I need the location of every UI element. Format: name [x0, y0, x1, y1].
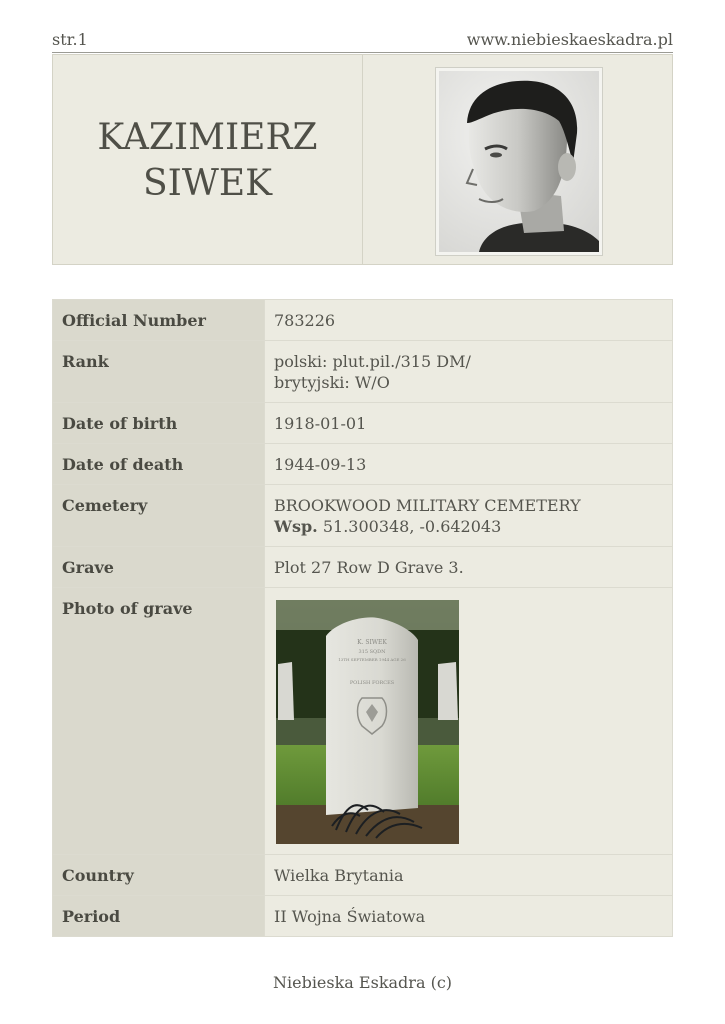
- footer-copyright: Niebieska Eskadra (c): [272, 973, 453, 992]
- cemetery-coordinates[interactable]: [274, 516, 663, 537]
- country-value: Wielka Brytania: [265, 855, 673, 896]
- coordinates-value: 51.300348, -0.642043: [322, 517, 502, 536]
- person-details-table: [52, 299, 673, 937]
- portrait-image: [439, 71, 599, 252]
- row-rank: [53, 341, 673, 403]
- headstone-name-text: K. SIWEK: [357, 639, 387, 646]
- header-divider: [362, 55, 363, 264]
- row-grave: [53, 547, 673, 588]
- date-of-birth-label: Date of birth: [53, 403, 265, 444]
- person-last-name: SIWEK: [142, 163, 273, 204]
- grave-value: Plot 27 Row D Grave 3.: [265, 547, 673, 588]
- country-label: Country: [53, 855, 265, 896]
- date-of-birth-value: 1918-01-01: [265, 403, 673, 444]
- row-date-of-death: [53, 444, 673, 485]
- row-cemetery: [53, 485, 673, 547]
- cemetery-label: Cemetery: [53, 485, 265, 547]
- official-number-label: Official Number: [53, 300, 265, 341]
- headstone-date-text: 13TH SEPTEMBER 1944 AGE 26: [338, 657, 406, 662]
- grave-label: Grave: [53, 547, 265, 588]
- date-of-death-value: 1944-09-13: [265, 444, 673, 485]
- portrait-photo: [436, 68, 602, 255]
- period-label: Period: [53, 896, 265, 937]
- row-official-number: [53, 300, 673, 341]
- row-photo-of-grave: [53, 588, 673, 855]
- cemetery-value: [265, 485, 673, 547]
- site-url-link[interactable]: www.niebieskaeskadra.pl: [466, 30, 673, 49]
- person-header-card: [52, 54, 673, 265]
- photo-of-grave-cell: [265, 588, 673, 855]
- rank-value: [265, 341, 673, 403]
- row-period: [53, 896, 673, 937]
- person-first-name: KAZIMIERZ: [97, 117, 318, 158]
- page-header-bar: [52, 30, 673, 53]
- page-number: str.1: [52, 30, 88, 49]
- coordinates-label: Wsp.: [274, 517, 318, 536]
- rank-label: Rank: [53, 341, 265, 403]
- period-value: II Wojna Światowa: [265, 896, 673, 937]
- photo-of-grave-label: Photo of grave: [53, 588, 265, 855]
- grave-photo[interactable]: [276, 600, 459, 844]
- date-of-death-label: Date of death: [53, 444, 265, 485]
- person-name: [53, 115, 362, 207]
- official-number-value: 783226: [265, 300, 673, 341]
- row-country: [53, 855, 673, 896]
- rank-polish: polski: plut.pil./315 DM/: [274, 352, 471, 371]
- row-date-of-birth: [53, 403, 673, 444]
- rank-british: brytyjski: W/O: [274, 373, 390, 392]
- headstone-unit-text: 315 SQDN: [358, 649, 386, 655]
- cemetery-name: BROOKWOOD MILITARY CEMETERY: [274, 496, 581, 515]
- grave-image: [276, 600, 459, 844]
- headstone-forces-text: POLISH FORCES: [349, 680, 395, 686]
